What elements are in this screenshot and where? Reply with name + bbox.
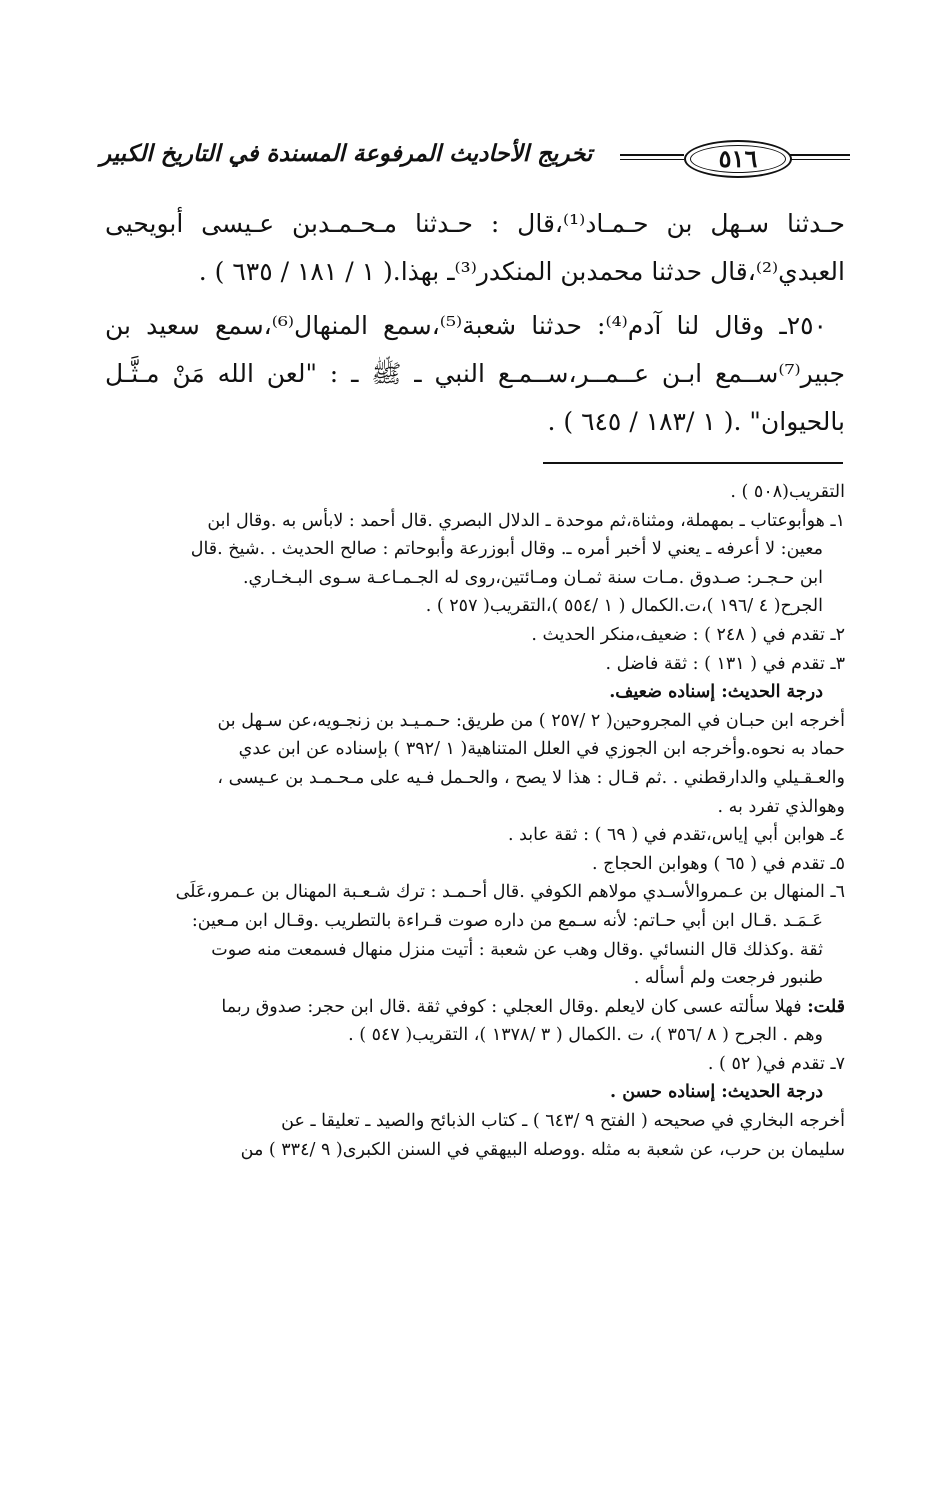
- header-rule-left-thin: [620, 159, 684, 160]
- hadith-grade: درجة الحديث: إسناده حسن .: [610, 1082, 823, 1103]
- footnote-line: الجرح( ٤ /١٩٦ )،ت.الكمال ( ١ /٥٥٤ )،التقريب( ٢٥٧ ) .: [425, 596, 823, 617]
- footnote-line: ٣ـ تقدم في ( ١٣١ ) : ثقة فاضل .: [605, 653, 845, 674]
- footnote-line: وهم . الجرح ( ٨ /٣٥٦ )، ت .الكمال ( ٣ /١٣٧٨ )، التقريب( ٥٤٧ ) .: [348, 1025, 823, 1046]
- footnote-line: أخرجه ابن حبـان في المجروحين( ٢ /٢٥٧ ) من طريق: حـمـيـد بن زنجـويه،عن سـهل بن: [217, 710, 845, 731]
- page-number-badge: [684, 140, 792, 178]
- footnote-line: طنبور فرجعت ولم أسأله .: [633, 968, 823, 989]
- footnote-line: التقريب(٥٠٨ ) .: [730, 482, 845, 502]
- footnote-line: معين: لا أعرفه ـ يعني لا أخبر أمره ـ. وقال أبوزرعة وأبوحاتم : صالح الحديث . .شيخ .قال: [190, 539, 823, 560]
- hadith-paragraph-1: حـدثنا سـهل بن حـمـاد⁽¹⁾،قال : حـدثنا مـحـمـدبن عـيسى أبويحيى العبدي⁽²⁾،قال حدثنا محمدبن المنكدر⁽³⁾ـ بهذا.( ١ / ١٨١ / ٦٣٥ ) .: [105, 209, 846, 286]
- footnote-line: ٤ـ هوابن أبي إياس،تقدم في ( ٦٩ ) : ثقة عابد .: [507, 825, 845, 846]
- page-header: [100, 138, 850, 178]
- main-text: [105, 200, 845, 446]
- note-label: قلت:: [807, 996, 845, 1017]
- footnote-line: ٦ـ المنهال بن عـمروالأسـدي مولاهم الكوفي .قال أحـمـد : ترك شـعـبة المهنال بن عـمرو،عَلَى: [175, 882, 845, 903]
- note-text: فهلا سألته عسى كان لايعلم .وقال العجلي : كوفي ثقة .قال ابن حجر: صدوق ربما: [221, 996, 808, 1017]
- header-rule-right-thin: [788, 159, 850, 160]
- footnote-line: ٧ـ تقدم في( ٥٢ ) .: [707, 1053, 845, 1074]
- footnote-line: وهوالذي تفرد به .: [717, 796, 845, 817]
- footnote-line: أخرجه البخاري في صحيحه ( الفتح ٩ /٦٤٣ ) ـ كتاب الذبائح والصيد ـ تعليقا ـ عن: [281, 1111, 845, 1132]
- footnote-separator: [543, 462, 843, 464]
- hadith-paragraph-2: ٢٥٠ـ وقال لنا آدم⁽⁴⁾: حدثنا شعبة⁽⁵⁾،سمع المنهال⁽⁶⁾،سمع سعيد بن جبير⁽⁷⁾ســمع ابـن عــمــر،ســمـع النبي ـ ﷺ ـ : "لعن الله مَنْ مـثَّـل بالحيوان" .( ١ /١٨٣ / ٦٤٥ ) .: [105, 311, 845, 436]
- hadith-grade: درجة الحديث: إسناده ضعيف.: [609, 682, 823, 703]
- footnote-line: ابن حـجـر: صـدوق .مـات سنة ثمـان ومـائتين،روى له الجـمـاعـة سـوى البـخـاري.: [242, 567, 823, 588]
- footnote-line: [103, 993, 845, 1022]
- running-title: تخريج الأحاديث المرفوعة المسندة في التاريخ الكبير: [100, 140, 593, 167]
- header-rule-right: [788, 154, 850, 156]
- footnote-line: سليمان بن حرب، عن شعبة به مثله .ووصله البيهقي في السنن الكبرى( ٩ /٣٣٤ ) من: [240, 1139, 845, 1160]
- footnote-line: حماد به نحوه.وأخرجه ابن الجوزي في العلل المتناهية( ١ /٣٩٢ ) بإسناده عن ابن عدي: [238, 739, 845, 760]
- footnote-line: ٢ـ تقدم في ( ٢٤٨ ) : ضعيف،منكر الحديث .: [531, 624, 845, 645]
- footnote-line: عَـمَـد .قـال ابن أبي حـاتم: لأنه سـمع من داره صوت قـراءة بالتطريب .وقـال ابن مـعين:: [191, 910, 823, 931]
- footnote-line: ثقة .وكذلك قال النسائي .وقال وهب عن شعبة : أتيت منزل منهال فسمعت منه صوت: [211, 939, 823, 960]
- footnote-line: ١ـ هوأبوعتاب ـ بمهملة، ومثناة،ثم موحدة ـ الدلال البصري .قال أحمد : لابأس به .وقال ابن: [207, 510, 845, 531]
- footnote-line: ٥ـ تقدم في ( ٦٥ ) وهوابن الحجاج .: [592, 853, 845, 874]
- footnote-line: والعـقـيلي والدارقطني . .ثم قـال : هذا لا يصح ، والحـمل فـيه على مـحـمـد بن عـيسى ،: [217, 767, 845, 788]
- footnotes: [103, 478, 845, 1164]
- header-rule-left: [620, 154, 684, 156]
- page-number: ٥١٦: [718, 144, 758, 173]
